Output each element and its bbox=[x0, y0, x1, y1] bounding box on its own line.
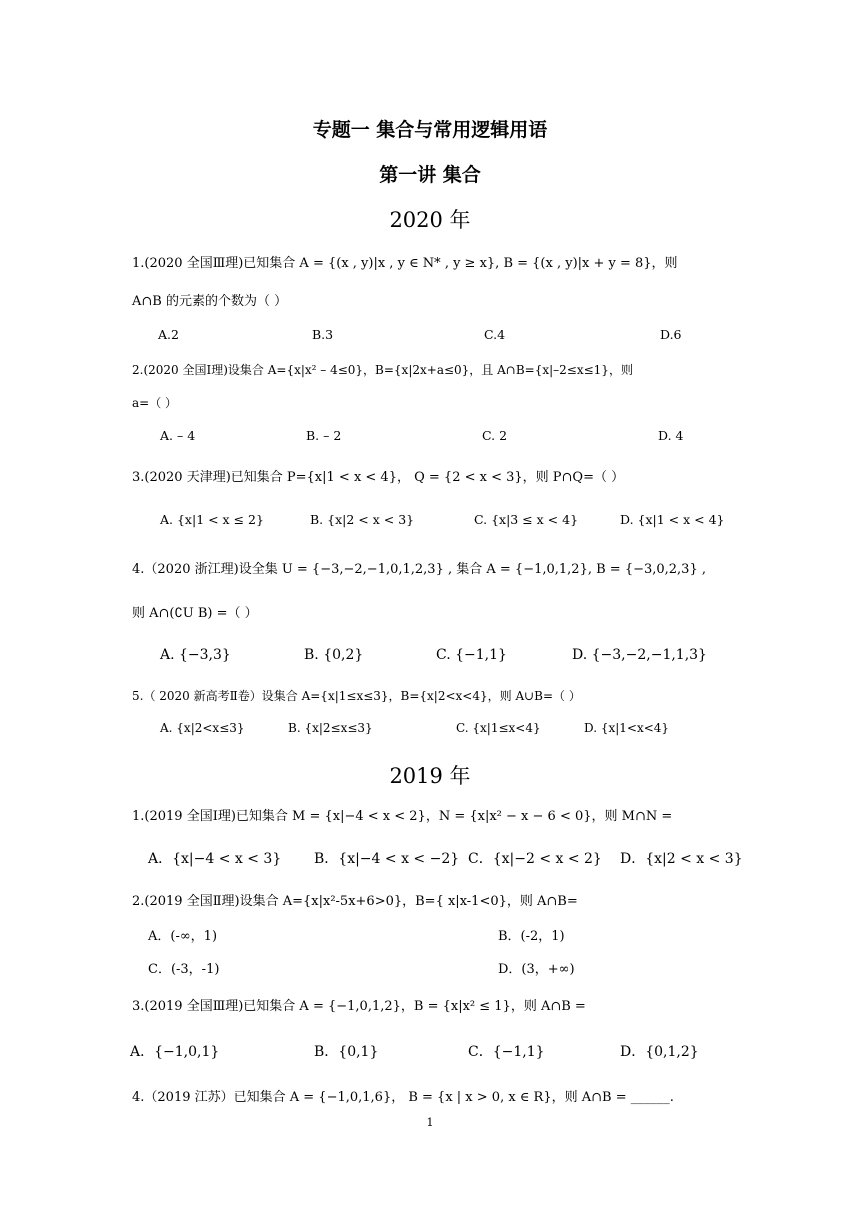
question-2019-4-line1: 4.（2019 江苏）已知集合 A = {−1,0,1,6}， B = {x | x > 0, x ∈ R}，则 A∩B = ______. bbox=[132, 1090, 674, 1105]
option-c: C．(-3，-1) bbox=[148, 962, 220, 977]
option-a: A. – 4 bbox=[160, 428, 196, 443]
option-c: C. {−1,1} bbox=[436, 647, 507, 663]
section-year-2020: 2020 年 bbox=[389, 208, 471, 232]
question-2020-1-line2: A∩B 的元素的个数为（ ） bbox=[132, 294, 288, 309]
option-a: A.2 bbox=[158, 327, 179, 342]
option-b: B. {x|2 < x < 3} bbox=[310, 512, 415, 527]
question-2020-3-line1: 3.(2020 天津理)已知集合 P={x|1 < x < 4}， Q = {2 < x < 3}，则 P∩Q=（ ） bbox=[132, 470, 625, 485]
option-d: D．{x|2 < x < 3} bbox=[620, 851, 743, 867]
section-year-2019: 2019 年 bbox=[389, 764, 471, 788]
option-b: B．(-2，1) bbox=[498, 929, 565, 944]
option-b: B．{0,1} bbox=[314, 1044, 379, 1060]
option-b: B．{x|−4 < x < −2} bbox=[314, 851, 460, 867]
option-c: C. 2 bbox=[482, 428, 508, 443]
option-c: C．{−1,1} bbox=[468, 1044, 545, 1060]
page-number: 1 bbox=[426, 1116, 434, 1129]
option-d: D. {−3,−2,−1,1,3} bbox=[572, 647, 707, 663]
option-a: A. {x|2<x≤3} bbox=[160, 721, 245, 735]
option-d: D. 4 bbox=[658, 428, 684, 443]
option-b: B. {0,2} bbox=[304, 647, 364, 663]
option-b: B. – 2 bbox=[306, 428, 342, 443]
question-2019-2-line1: 2.(2019 全国Ⅱ理)设集合 A={x|x²-5x+6>0}，B={ x|x-1<0}，则 A∩B= bbox=[132, 894, 578, 909]
option-b: B.3 bbox=[312, 327, 334, 342]
option-c: C．{x|−2 < x < 2} bbox=[468, 851, 602, 867]
option-a: A. {−3,3} bbox=[160, 647, 231, 663]
option-d: D. {x|1 < x < 4} bbox=[620, 512, 725, 527]
option-d: D.6 bbox=[660, 327, 682, 342]
question-2020-2-line2: a=（ ） bbox=[132, 396, 178, 410]
option-c: C.4 bbox=[484, 327, 506, 342]
option-c: C. {x|1≤x<4} bbox=[456, 721, 541, 735]
option-a: A. {x|1 < x ≤ 2} bbox=[160, 512, 264, 527]
question-2020-1-line1: 1.(2020 全国Ⅲ理)已知集合 A = {(x , y)|x , y ∈ N* , y ≥ x}, B = {(x , y)|x + y = 8}，则 bbox=[132, 256, 678, 271]
option-d: D．(3，+∞) bbox=[498, 962, 575, 977]
question-2020-4-line1: 4.（2020 浙江理)设全集 U = {−3,−2,−1,0,1,2,3} , 集合 A = {−1,0,1,2}, B = {−3,0,2,3} , bbox=[132, 562, 706, 577]
option-c: C. {x|3 ≤ x < 4} bbox=[474, 512, 579, 527]
question-2019-1-line1: 1.(2019 全国Ⅰ理)已知集合 M = {x|−4 < x < 2}，N = {x|x² − x − 6 < 0}，则 M∩N = bbox=[132, 809, 673, 824]
option-a: A．(-∞，1) bbox=[148, 929, 218, 944]
option-a: A．{−1,0,1} bbox=[130, 1044, 220, 1060]
option-d: D. {x|1<x<4} bbox=[584, 721, 670, 735]
option-b: B. {x|2≤x≤3} bbox=[288, 721, 373, 735]
question-2019-3-line1: 3.(2019 全国Ⅲ理)已知集合 A = {−1,0,1,2}，B = {x|x² ≤ 1}，则 A∩B = bbox=[132, 999, 586, 1014]
lecture-title: 第一讲 集合 bbox=[379, 164, 481, 186]
question-2020-2-line1: 2.(2020 全国Ⅰ理)设集合 A={x|x² – 4≤0}，B={x|2x+a≤0}，且 A∩B={x|–2≤x≤1}，则 bbox=[132, 363, 633, 377]
question-2020-5-line1: 5.（ 2020 新高考Ⅱ卷）设集合 A={x|1≤x≤3}，B={x|2<x<4}，则 A∪B=（ ） bbox=[132, 689, 581, 703]
topic-title: 专题一 集合与常用逻辑用语 bbox=[312, 119, 548, 141]
question-2020-4-line2: 则 A∩(∁U B) =（ ） bbox=[132, 606, 258, 621]
option-a: A．{x|−4 < x < 3} bbox=[148, 851, 282, 867]
option-d: D．{0,1,2} bbox=[620, 1044, 699, 1060]
